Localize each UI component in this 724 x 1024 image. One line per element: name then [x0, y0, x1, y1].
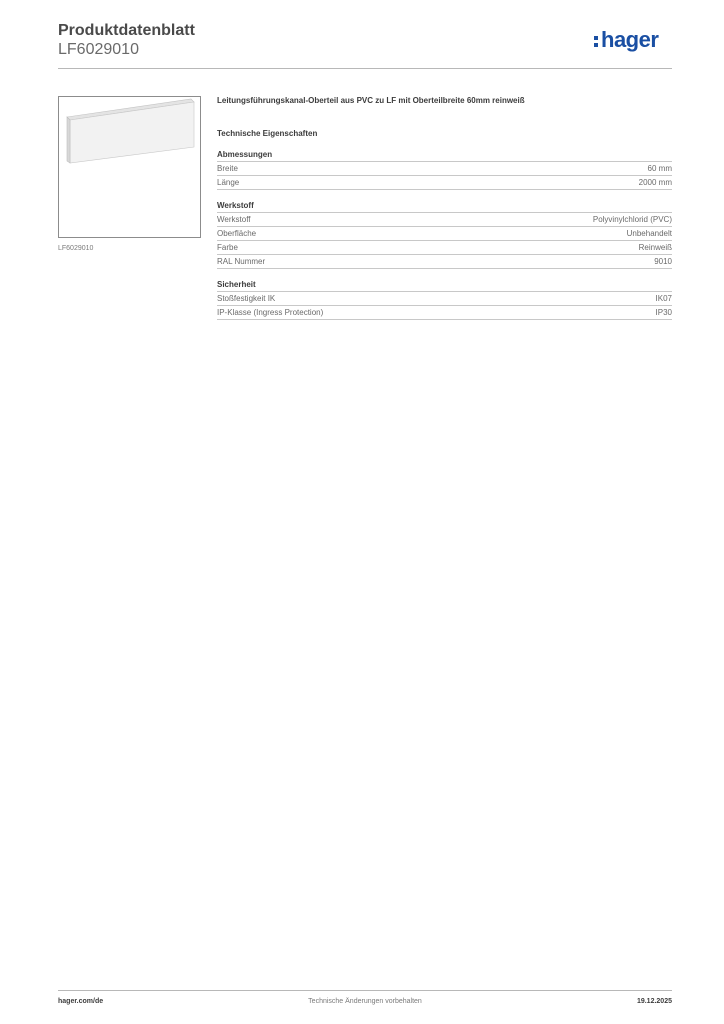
- footer-divider: [58, 990, 672, 991]
- table-row: [217, 227, 672, 241]
- row-label: Oberfläche: [217, 229, 257, 238]
- row-label: Farbe: [217, 243, 238, 252]
- row-label: RAL Nummer: [217, 257, 266, 266]
- row-label: Länge: [217, 178, 240, 187]
- row-value: Unbehandelt: [626, 229, 672, 238]
- section-sicherheit: [217, 279, 672, 320]
- header-divider: [58, 68, 672, 69]
- table-row: [217, 292, 672, 306]
- row-label: IP-Klasse (Ingress Protection): [217, 308, 324, 317]
- product-description: Leitungsführungskanal-Oberteil aus PVC zu LF mit Oberteilbreite 60mm reinweiß: [217, 96, 525, 105]
- document-title: Produktdatenblatt: [58, 22, 195, 39]
- table-row: [217, 306, 672, 320]
- document-footer: [58, 998, 672, 1010]
- section-title: Abmessungen: [217, 149, 672, 162]
- technical-properties-heading: Technische Eigenschaften: [217, 129, 318, 138]
- product-image: [58, 96, 201, 238]
- table-row: [217, 213, 672, 227]
- hager-logo: [592, 26, 672, 56]
- cable-duct-cover-illustration: [59, 97, 200, 237]
- logo-text: hager: [601, 27, 659, 52]
- row-value: IK07: [655, 294, 672, 303]
- section-werkstoff: [217, 200, 672, 269]
- table-row: [217, 176, 672, 190]
- product-code: LF6029010: [58, 41, 139, 58]
- row-value: 9010: [654, 257, 672, 266]
- footer-website-link[interactable]: hager.com/de: [58, 998, 104, 1005]
- section-title: Werkstoff: [217, 200, 672, 213]
- row-value: 2000 mm: [638, 178, 672, 187]
- table-row: [217, 162, 672, 176]
- row-value: Reinweiß: [638, 243, 672, 252]
- image-caption: LF6029010: [58, 245, 94, 252]
- footer-notice: Technische Änderungen vorbehalten: [308, 998, 422, 1005]
- row-label: Breite: [217, 164, 238, 173]
- section-title: Sicherheit: [217, 279, 672, 292]
- row-label: Stoßfestigkeit IK: [217, 294, 276, 303]
- product-details: [217, 95, 672, 320]
- row-value: Polyvinylchlorid (PVC): [592, 215, 672, 224]
- footer-date: 19.12.2025: [636, 998, 672, 1005]
- row-label: Werkstoff: [217, 215, 251, 224]
- table-row: [217, 255, 672, 269]
- table-row: [217, 241, 672, 255]
- document-header: [58, 20, 672, 68]
- row-value: IP30: [655, 308, 672, 317]
- section-abmessungen: [217, 149, 672, 190]
- row-value: 60 mm: [647, 164, 672, 173]
